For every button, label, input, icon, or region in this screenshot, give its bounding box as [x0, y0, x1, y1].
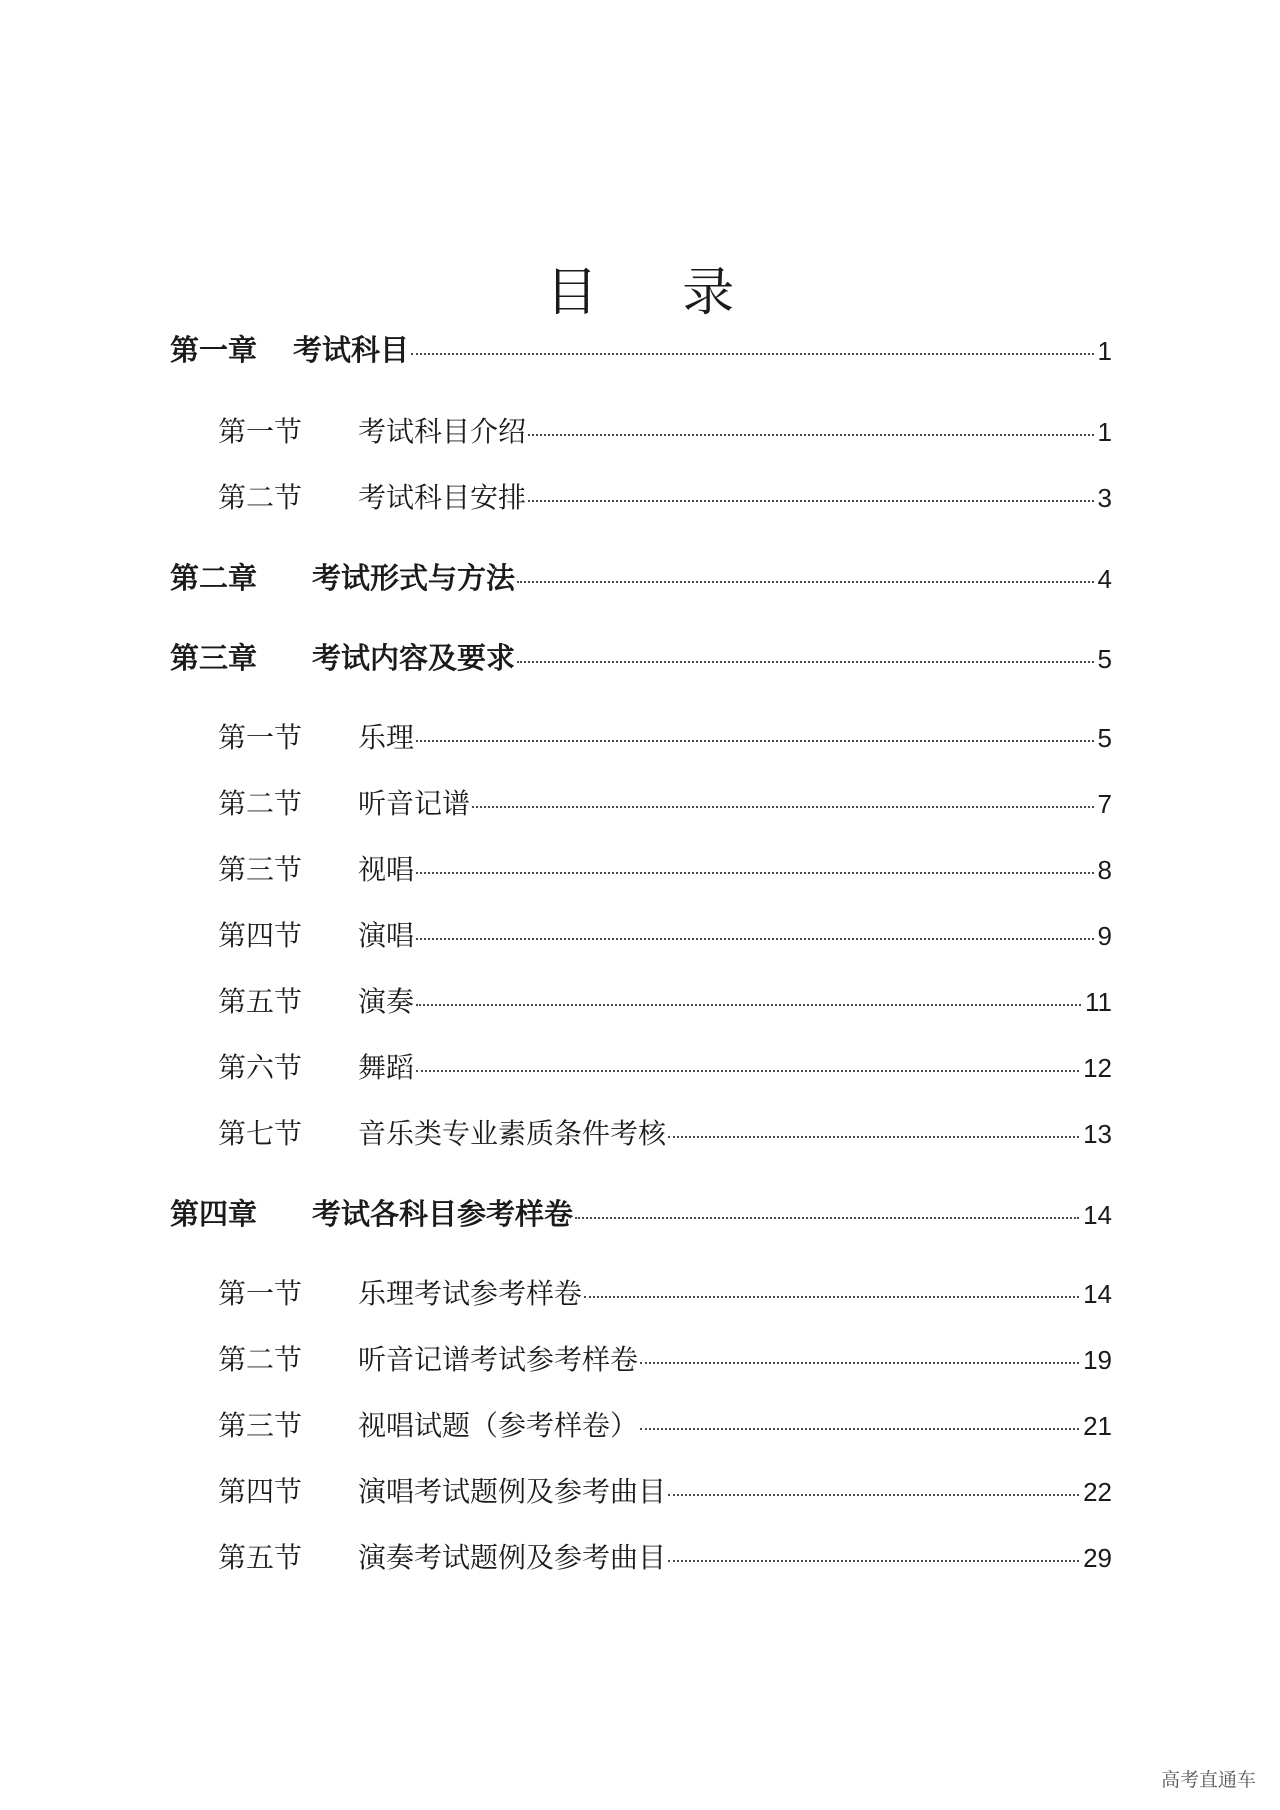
- toc-entry-number: 第一章: [170, 333, 258, 367]
- toc-entry-title: 演奏考试题例及参考曲目: [358, 1541, 667, 1574]
- toc-entry-page: 8: [1097, 855, 1112, 885]
- toc-dot-leader: [411, 353, 1094, 355]
- toc-entry-number: 第一节: [218, 721, 303, 754]
- toc-entry-title: 演奏: [358, 985, 415, 1018]
- watermark: 高考直通车: [1160, 1769, 1256, 1791]
- toc-entry[interactable]: [218, 1404, 1112, 1444]
- toc-entry-title: 乐理考试参考样卷: [358, 1277, 583, 1310]
- toc-dot-leader: [528, 434, 1094, 436]
- toc-entry-number: 第三章: [170, 641, 258, 675]
- toc-entry-number: 第二节: [218, 1343, 303, 1376]
- toc-entry[interactable]: [218, 782, 1112, 822]
- toc-entry-number: 第四节: [218, 1475, 303, 1508]
- toc-entry[interactable]: [218, 980, 1112, 1020]
- toc-entry[interactable]: [218, 1046, 1112, 1086]
- toc-entry-page: 14: [1083, 1279, 1112, 1309]
- toc-entry[interactable]: [170, 556, 1112, 596]
- toc-entry[interactable]: [218, 1112, 1112, 1152]
- toc-entry-number: 第三节: [218, 853, 303, 886]
- toc-title: 目 录: [545, 262, 769, 323]
- toc-entry-number: 第五节: [218, 985, 303, 1018]
- toc-entry-page: 19: [1083, 1345, 1112, 1375]
- toc-dot-leader: [668, 1560, 1079, 1562]
- toc-entry-page: 12: [1083, 1053, 1112, 1083]
- toc-dot-leader: [472, 806, 1094, 808]
- toc-entry-title: 听音记谱: [358, 787, 471, 820]
- toc-entry-title: 舞蹈: [358, 1051, 415, 1084]
- toc-entry[interactable]: [218, 914, 1112, 954]
- toc-entry[interactable]: [170, 328, 1112, 368]
- toc-entry-title: 考试科目安排: [358, 481, 527, 514]
- toc-dot-leader: [640, 1362, 1079, 1364]
- toc-dot-leader: [416, 872, 1094, 874]
- toc-entry-number: 第二节: [218, 481, 303, 514]
- toc-entry-page: 5: [1097, 644, 1112, 674]
- toc-entry-number: 第四节: [218, 919, 303, 952]
- toc-entry-title: 音乐类专业素质条件考核: [358, 1117, 667, 1150]
- toc-entry-number: 第二节: [218, 787, 303, 820]
- toc-entry[interactable]: [218, 1272, 1112, 1312]
- toc-dot-leader: [517, 581, 1094, 583]
- toc-entry-page: 7: [1097, 789, 1112, 819]
- toc-entry[interactable]: [170, 636, 1112, 676]
- toc-dot-leader: [668, 1494, 1079, 1496]
- toc-entry-title: 考试形式与方法: [312, 561, 516, 595]
- toc-entry[interactable]: [218, 410, 1112, 450]
- toc-entry[interactable]: [170, 1192, 1112, 1232]
- toc-entry-title: 视唱试题（参考样卷）: [358, 1409, 639, 1442]
- toc-entry-title: 听音记谱考试参考样卷: [358, 1343, 639, 1376]
- toc-entry-title: 考试科目介绍: [358, 415, 527, 448]
- toc-entry[interactable]: [218, 1470, 1112, 1510]
- toc-dot-leader: [640, 1428, 1079, 1430]
- toc-dot-leader: [517, 661, 1094, 663]
- toc-entry[interactable]: [218, 848, 1112, 888]
- toc-entry-page: 14: [1083, 1200, 1112, 1230]
- toc-entry-page: 1: [1097, 417, 1112, 447]
- toc-dot-leader: [416, 740, 1094, 742]
- toc-entry-number: 第一节: [218, 1277, 303, 1310]
- toc-dot-leader: [416, 1004, 1081, 1006]
- toc-entry-number: 第二章: [170, 561, 258, 595]
- toc-entry-page: 13: [1083, 1119, 1112, 1149]
- toc-entry[interactable]: [218, 1536, 1112, 1576]
- toc-entry-number: 第三节: [218, 1409, 303, 1442]
- toc-entry-page: 1: [1097, 336, 1112, 366]
- toc-entry-number: 第六节: [218, 1051, 303, 1084]
- toc-entry-number: 第七节: [218, 1117, 303, 1150]
- toc-entry[interactable]: [218, 1338, 1112, 1378]
- toc-entry-page: 22: [1083, 1477, 1112, 1507]
- toc-dot-leader: [668, 1136, 1079, 1138]
- toc-entry-title: 考试科目: [293, 333, 410, 367]
- toc-entry-page: 21: [1083, 1411, 1112, 1441]
- toc-entry-page: 9: [1097, 921, 1112, 951]
- toc-entry-title: 考试内容及要求: [312, 641, 516, 675]
- toc-entry-title: 演唱: [358, 919, 415, 952]
- toc-entry-page: 4: [1097, 564, 1112, 594]
- toc-dot-leader: [416, 938, 1094, 940]
- toc-dot-leader: [528, 500, 1094, 502]
- toc-dot-leader: [416, 1070, 1079, 1072]
- toc-entry-title: 演唱考试题例及参考曲目: [358, 1475, 667, 1508]
- toc-entry-title: 考试各科目参考样卷: [312, 1197, 574, 1231]
- toc-entry-page: 11: [1085, 987, 1112, 1017]
- toc-dot-leader: [584, 1296, 1079, 1298]
- toc-entry-page: 3: [1097, 483, 1112, 513]
- toc-entry-title: 视唱: [358, 853, 415, 886]
- toc-dot-leader: [575, 1217, 1079, 1219]
- toc-entry[interactable]: [218, 476, 1112, 516]
- toc-entry[interactable]: [218, 716, 1112, 756]
- toc-entry-number: 第五节: [218, 1541, 303, 1574]
- toc-entry-page: 29: [1083, 1543, 1112, 1573]
- toc-entry-number: 第一节: [218, 415, 303, 448]
- toc-entry-title: 乐理: [358, 721, 415, 754]
- toc-entry-page: 5: [1097, 723, 1112, 753]
- toc-entry-number: 第四章: [170, 1197, 258, 1231]
